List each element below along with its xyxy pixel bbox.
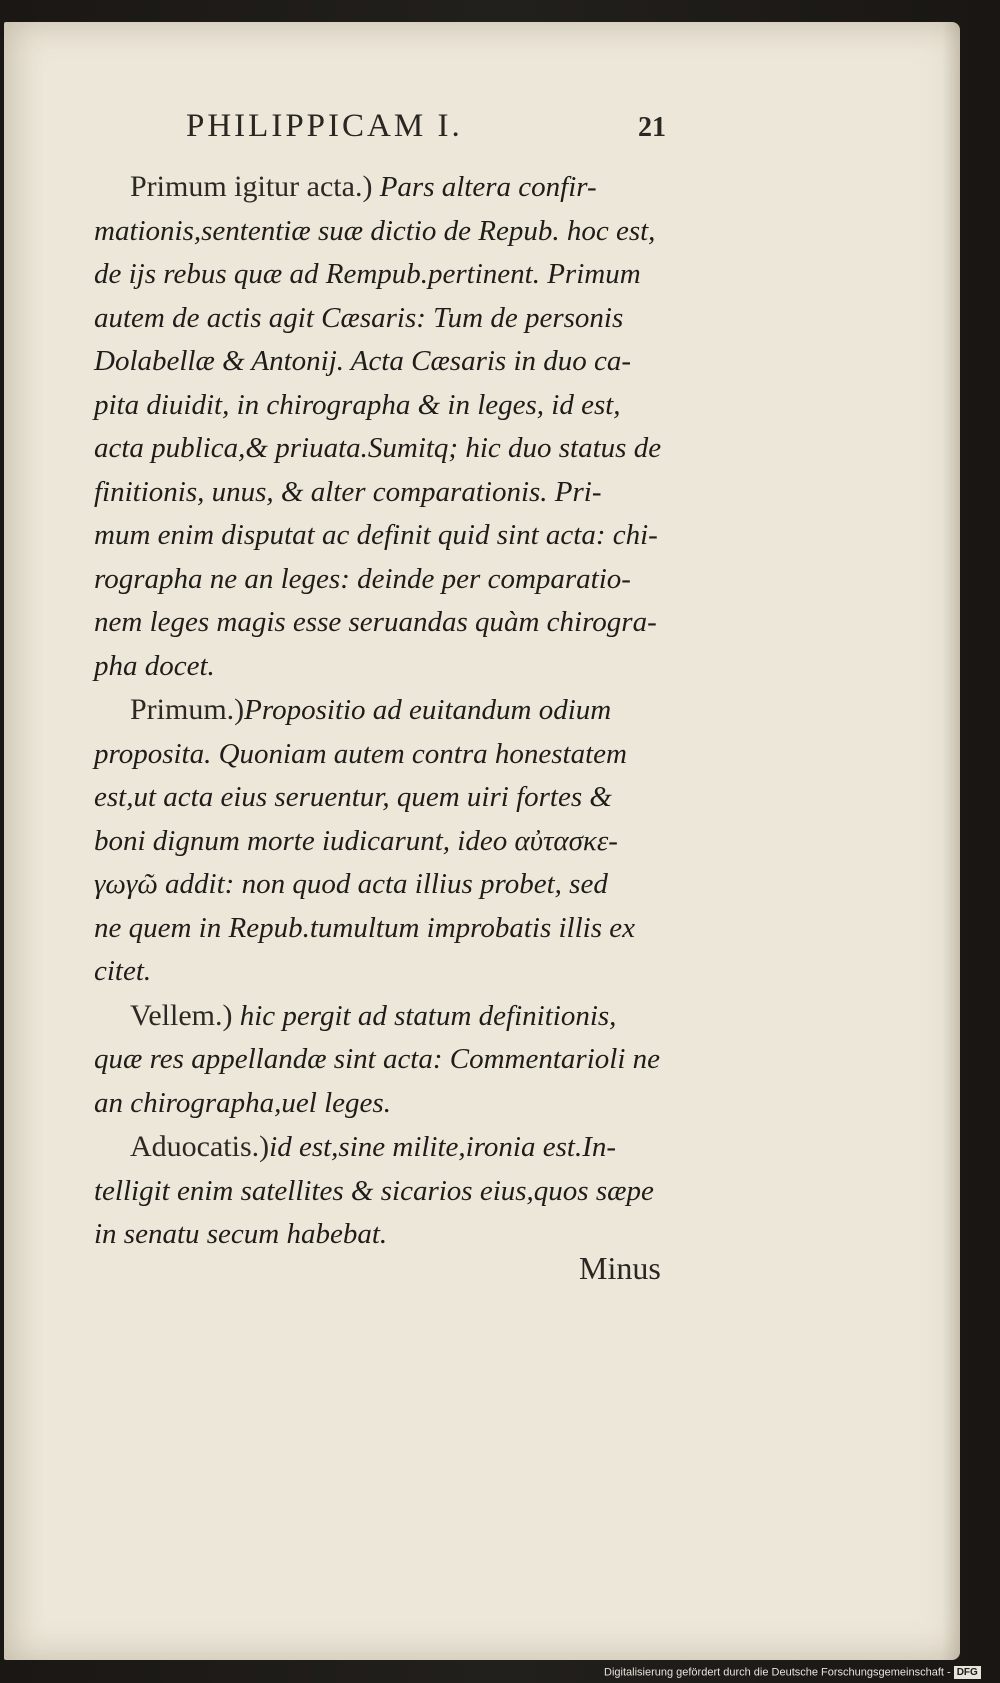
credit-text: Digitalisierung gefördert durch die Deutsche Forschungsgemeinschaft - bbox=[604, 1666, 951, 1679]
commentary-paragraph bbox=[94, 1125, 724, 1257]
text-line: Primum igitur acta.) Pars altera confir- bbox=[130, 170, 597, 203]
text-line: Vellem.) hic pergit ad statum definitionis, bbox=[130, 998, 617, 1032]
commentary-paragraph bbox=[94, 165, 724, 688]
text-line: in senatu secum habebat. bbox=[94, 1218, 388, 1250]
text-line: an chirographa,uel leges. bbox=[94, 1086, 391, 1119]
text-line: rographa ne an leges: deinde per comparatio- bbox=[94, 562, 631, 595]
commentary-text bbox=[94, 165, 724, 1257]
page-number: 21 bbox=[638, 112, 666, 143]
dfg-logo: DFG bbox=[954, 1666, 981, 1679]
text-line: mationis,sententiæ suæ dictio de Repub. hoc est, bbox=[94, 214, 656, 247]
text-line: Aduocatis.)id est,sine milite,ironia est.In- bbox=[130, 1130, 617, 1163]
text-line: est,ut acta eius seruentur, quem uiri fortes & bbox=[94, 781, 612, 813]
running-title: PHILIPPICAM I. bbox=[186, 108, 463, 144]
text-line: de ijs rebus quæ ad Rempub.pertinent. Primum bbox=[94, 258, 641, 290]
catchword: Minus bbox=[579, 1250, 661, 1286]
text-line: mum enim disputat ac definit quid sint acta: chi- bbox=[94, 519, 658, 551]
running-header bbox=[186, 108, 686, 158]
text-line: telligit enim satellites & sicarios eius,quos sæpe bbox=[94, 1174, 654, 1207]
lemma: Vellem.) bbox=[130, 998, 233, 1032]
text-line: nem leges magis esse seruandas quàm chirogra- bbox=[94, 606, 657, 638]
text-line: autem de actis agit Cæsaris: Tum de personis bbox=[94, 301, 624, 334]
text-line: Dolabellæ & Antonij. Acta Cæsaris in duo ca- bbox=[94, 345, 632, 377]
text-line: γωγῶ addit: non quod acta illius probet, sed bbox=[94, 868, 608, 900]
commentary-paragraph bbox=[94, 688, 724, 994]
text-line: finitionis, unus, & alter comparationis. Pri- bbox=[94, 475, 602, 508]
text-line: quæ res appellandæ sint acta: Commentarioli ne bbox=[94, 1043, 661, 1075]
text-line: acta publica,& priuata.Sumitq; hic duo status de bbox=[94, 432, 662, 464]
lemma: Aduocatis.) bbox=[130, 1130, 270, 1163]
lemma: Primum igitur acta.) bbox=[130, 170, 373, 203]
lemma: Primum.) bbox=[130, 693, 245, 726]
text-line: boni dignum morte iudicarunt, ideo αὐτασκε- bbox=[94, 824, 618, 857]
text-line: pita diuidit, in chirographa & in leges, id est, bbox=[94, 388, 621, 421]
commentary-paragraph bbox=[94, 994, 724, 1126]
text-line: pha docet. bbox=[94, 649, 215, 682]
text-line: proposita. Quoniam autem contra honestatem bbox=[94, 737, 627, 770]
text-line: citet. bbox=[94, 955, 152, 987]
digitization-credit bbox=[604, 1666, 981, 1680]
text-line: ne quem in Repub.tumultum improbatis illis ex bbox=[94, 911, 636, 944]
text-line: Primum.)Propositio ad euitandum odium bbox=[130, 693, 612, 726]
